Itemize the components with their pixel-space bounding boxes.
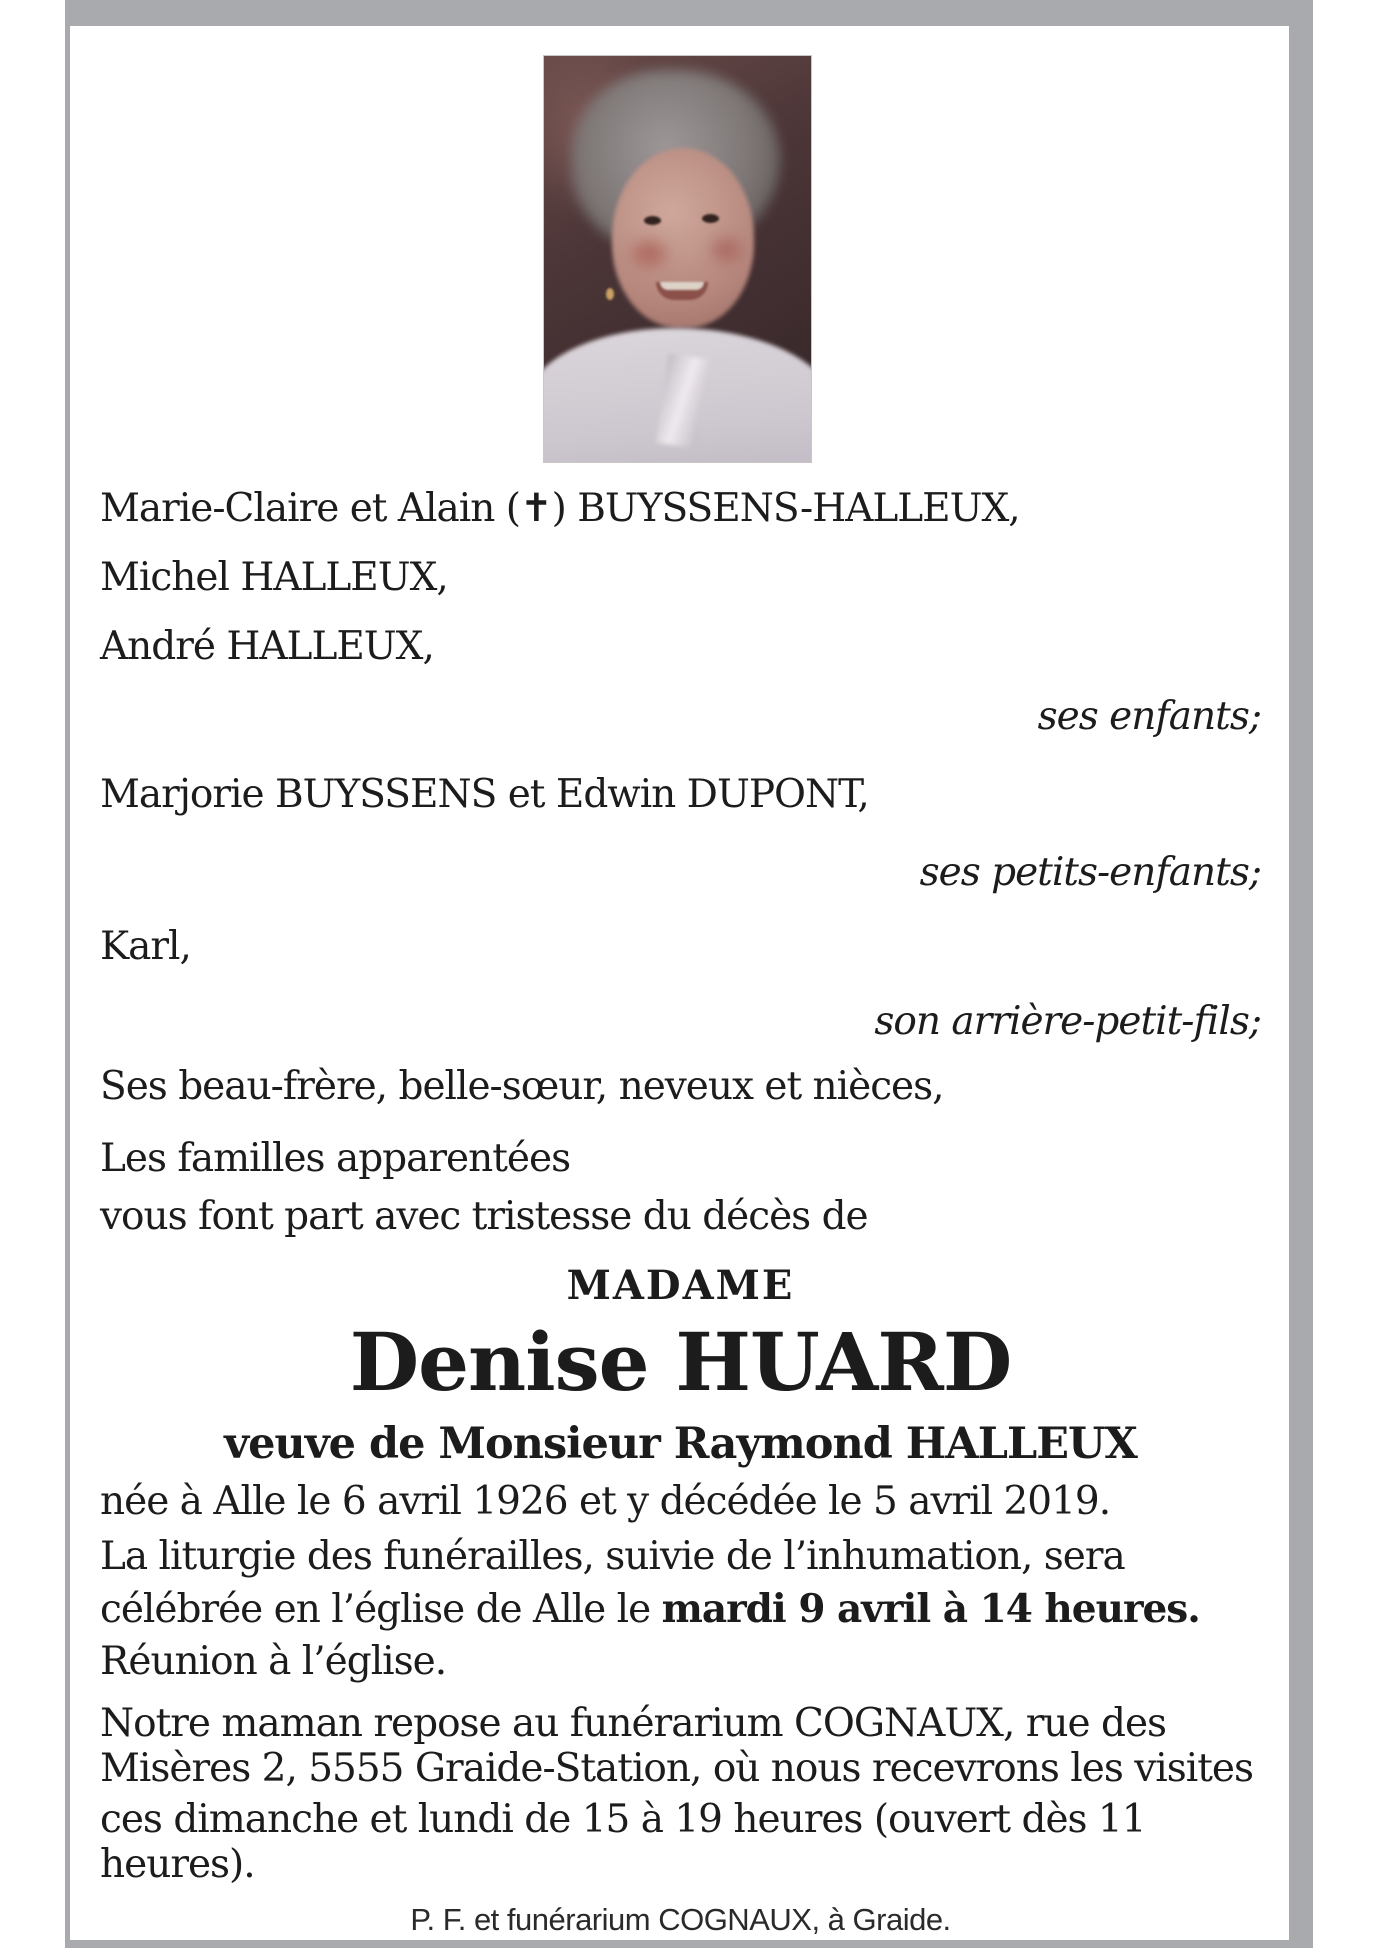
funeral-home-credit: P. F. et funérarium COGNAUX, à Graide. [410,1902,951,1937]
photo-cheek [632,241,666,267]
family-line-children-1: Marie-Claire et Alain (✝) BUYSSENS-HALLEUX, [100,486,1020,531]
portrait-photo [543,55,812,463]
photo-eye [644,216,661,225]
photo-cheek [712,238,742,262]
visitation-line-4: heures). [100,1842,255,1887]
family-line-inlaws: Ses beau-frère, belle-sœur, neveux et nièces, [100,1064,944,1109]
announcement-line: vous font part avec tristesse du décès de [100,1194,868,1239]
family-line-children-3: André HALLEUX, [100,624,434,669]
family-line-related: Les familles apparentées [100,1136,571,1181]
birth-death-line: née à Alle le 6 avril 1926 et y décédée le 5 avril 2019. [100,1479,1111,1524]
ceremony-line-1: La liturgie des funérailles, suivie de l’inhumation, sera [100,1534,1125,1579]
relation-label-grandchildren: ses petits-enfants; [919,850,1261,895]
photo-eye [702,214,719,223]
family-line-greatgrandson: Karl, [100,924,191,969]
scan-frame [65,0,1313,1948]
deceased-title: MADAME [566,1262,795,1309]
ceremony-line-3: Réunion à l’église. [100,1639,447,1684]
visitation-line-1: Notre maman repose au funérarium COGNAUX, rue des [100,1701,1167,1746]
ceremony-date-time: mardi 9 avril à 14 heures. [661,1586,1200,1632]
visitation-line-3: ces dimanche et lundi de 15 à 19 heures (ouvert dès 11 [100,1797,1146,1842]
ceremony-line-2 [70,1587,1289,1633]
death-notice-page [70,26,1289,1940]
relation-label-children: ses enfants; [1037,694,1261,739]
deceased-name: Denise HUARD [349,1315,1012,1409]
visitation-line-2: Misères 2, 5555 Graide-Station, où nous recevrons les visites [100,1746,1253,1791]
family-line-children-2: Michel HALLEUX, [100,555,448,600]
relation-label-greatgrandson: son arrière-petit-fils; [874,999,1261,1044]
family-line-grandchildren: Marjorie BUYSSENS et Edwin DUPONT, [100,772,869,817]
photo-earring [606,288,614,300]
deceased-widow-of: veuve de Monsieur Raymond HALLEUX [224,1419,1137,1469]
ceremony-line-2-text: célébrée en l’église de Alle le [100,1587,662,1632]
